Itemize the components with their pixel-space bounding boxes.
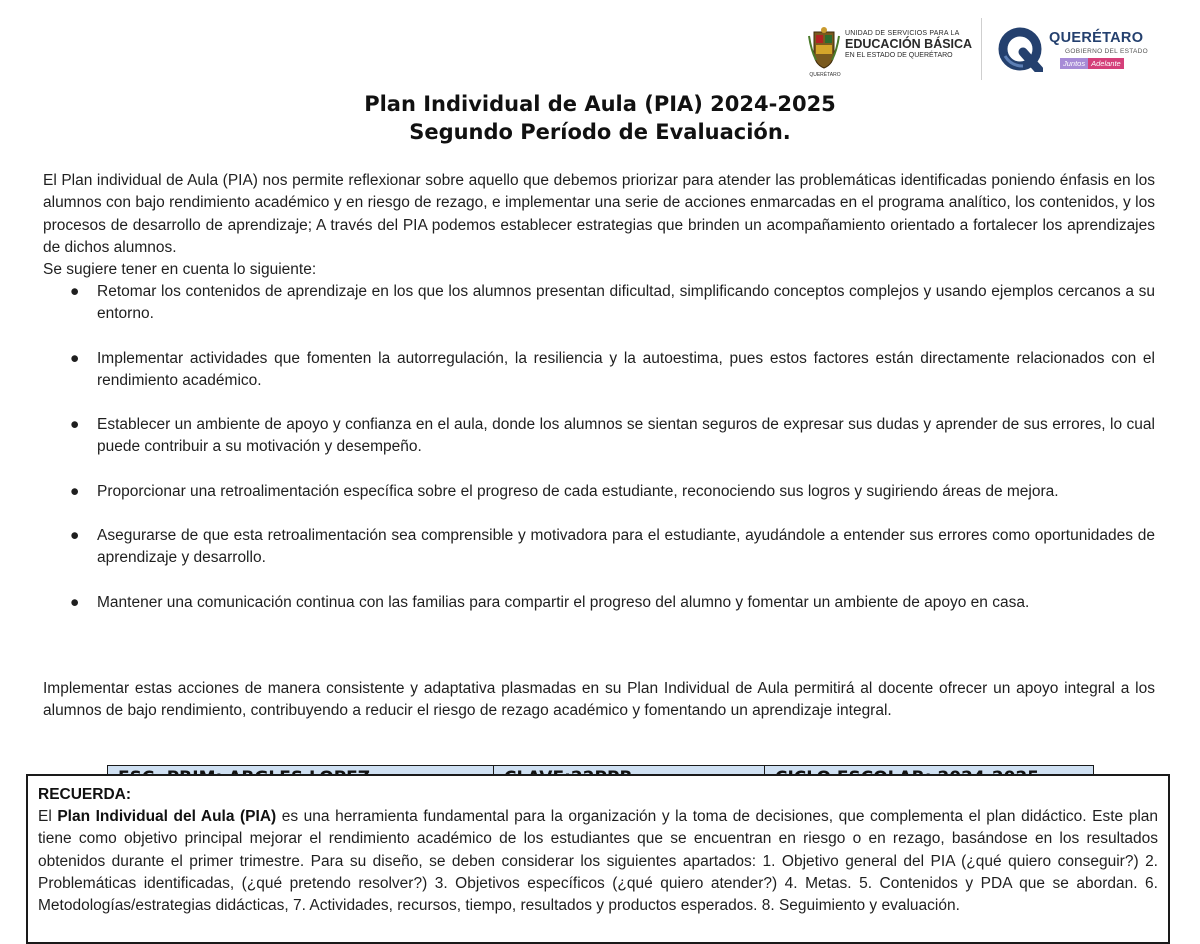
list-item-text: Establecer un ambiente de apoyo y confianza en el aula, donde los alumnos se sientan seguros de expresar sus dudas y aprender de sus errores, lo cual puede contribuir a su motivación y desempeño. bbox=[97, 416, 1155, 456]
list-item-text: Mantener una comunicación continua con las familias para compartir el progreso del alumno y fomentar un ambiente de apoyo en casa. bbox=[97, 593, 1030, 611]
document-title: Plan Individual de Aula (PIA) 2024-2025 bbox=[364, 92, 836, 116]
list-item-text: Asegurarse de que esta retroalimentación sea comprensible y motivadora para el estudiante, ayudándole a entender sus errores como oportunidades de aprendizaje y desarrollo. bbox=[97, 527, 1155, 567]
document-subtitle: Segundo Período de Evaluación. bbox=[409, 120, 791, 144]
bullet-icon: ● bbox=[70, 482, 80, 500]
slogan-part1: Juntos bbox=[1060, 58, 1088, 69]
list-item-text: Proporcionar una retroalimentación específica sobre el progreso de cada estudiante, reconociendo sus logros y sugiriendo áreas de mejora. bbox=[97, 482, 1059, 500]
remember-text bbox=[38, 806, 1158, 917]
usebeq-logo bbox=[805, 26, 975, 76]
bullet-icon: ● bbox=[70, 283, 80, 300]
remember-title: RECUERDA: bbox=[38, 786, 131, 803]
queretaro-q-icon bbox=[997, 26, 1043, 72]
bullet-icon: ● bbox=[70, 527, 80, 545]
bullet-icon: ● bbox=[70, 593, 80, 611]
queretaro-subtitle: GOBIERNO DEL ESTADO bbox=[1065, 48, 1148, 55]
remember-callout bbox=[26, 774, 1170, 944]
intro-paragraph: El Plan individual de Aula (PIA) nos permite reflexionar sobre aquello que debemos priorizar para atender las problemáticas identificadas poniendo énfasis en los alumnos con bajo rendimiento académico y en riesgo de rezago, e implementar una serie de acciones enmarcadas en el programa analítico, los contenidos, y los procesos de desarrollo de aprendizaje; A través del PIA podemos establecer estrategias que brinden un acompañamiento orientado a fortalecer los aprendizajes de dichos alumnos. bbox=[43, 172, 1155, 256]
conclusion-paragraph: Implementar estas acciones de manera consistente y adaptativa plasmadas en su Plan Individual de Aula permitirá al docente ofrecer un apoyo integral a los alumnos de bajo rendimiento, contribuyendo a reducir el riesgo de rezago académico y fomentando un aprendizaje integral. bbox=[43, 680, 1155, 720]
remember-text-rest: es una herramienta fundamental para la organización y la toma de decisiones, que complementa el plan didáctico. Este plan tiene como objetivo principal mejorar el rendimiento académico de los estudiantes que se encuentran en riesgo o en rezago, basándose en los resultados obtenidos durante el primer trimestre. Para su diseño, se deben considerar los siguientes apartados: 1. Objetivo general del PIA (¿qué quiero conseguir?) 2. Problemáticas identificadas, (¿qué pretendo resolver?) 3. Objetivos específicos (¿qué quiero atender?) 4. Metas. 5. Contenidos y PDA que se abordan. 6. Metodologías/estrategias didácticas, 7. Actividades, recursos, tiempo, resultados y productos esperados. 8. Seguimiento y evaluación. bbox=[38, 808, 1158, 915]
list-item bbox=[43, 414, 1155, 459]
bullet-icon: ● bbox=[70, 416, 80, 434]
usebeq-line2: EDUCACIÓN BÁSICA bbox=[845, 37, 973, 51]
usebeq-line3: EN EL ESTADO DE QUERÉTARO bbox=[845, 51, 953, 59]
queretaro-government-logo bbox=[997, 24, 1157, 76]
queretaro-slogan bbox=[1060, 58, 1124, 69]
usebeq-wordmark bbox=[845, 30, 972, 59]
list-item-text: Implementar actividades que fomenten la autorregulación, la resiliencia y la autoestima, pues estos factores están directamente relacionados con el rendimiento académico. bbox=[97, 349, 1155, 389]
usebeq-line1: UNIDAD DE SERVICIOS PARA LA bbox=[845, 30, 960, 37]
queretaro-name: QUERÉTARO bbox=[1049, 30, 1144, 46]
list-item bbox=[43, 481, 1155, 503]
crest-label: QUERÉTARO bbox=[809, 72, 841, 78]
logo-divider bbox=[981, 18, 982, 80]
slogan-part2: Adelante bbox=[1088, 58, 1124, 69]
suggestion-list bbox=[43, 281, 1155, 636]
list-item bbox=[43, 348, 1155, 393]
list-item bbox=[43, 281, 1155, 326]
bullet-icon: ● bbox=[70, 349, 80, 367]
list-item bbox=[43, 592, 1155, 614]
list-item-text: Retomar los contenidos de aprendizaje en los que los alumnos presentan dificultad, simplificando conceptos complejos y usando ejemplos cercanos a su entorno. bbox=[97, 283, 1155, 323]
remember-text-bold: Plan Individual del Aula (PIA) bbox=[57, 808, 277, 825]
suggestion-lead: Se sugiere tener en cuenta lo siguiente: bbox=[43, 261, 317, 278]
list-item bbox=[43, 525, 1155, 570]
queretaro-crest-icon bbox=[807, 26, 841, 72]
remember-text-start: El bbox=[38, 808, 58, 825]
header-logos bbox=[805, 18, 1160, 80]
